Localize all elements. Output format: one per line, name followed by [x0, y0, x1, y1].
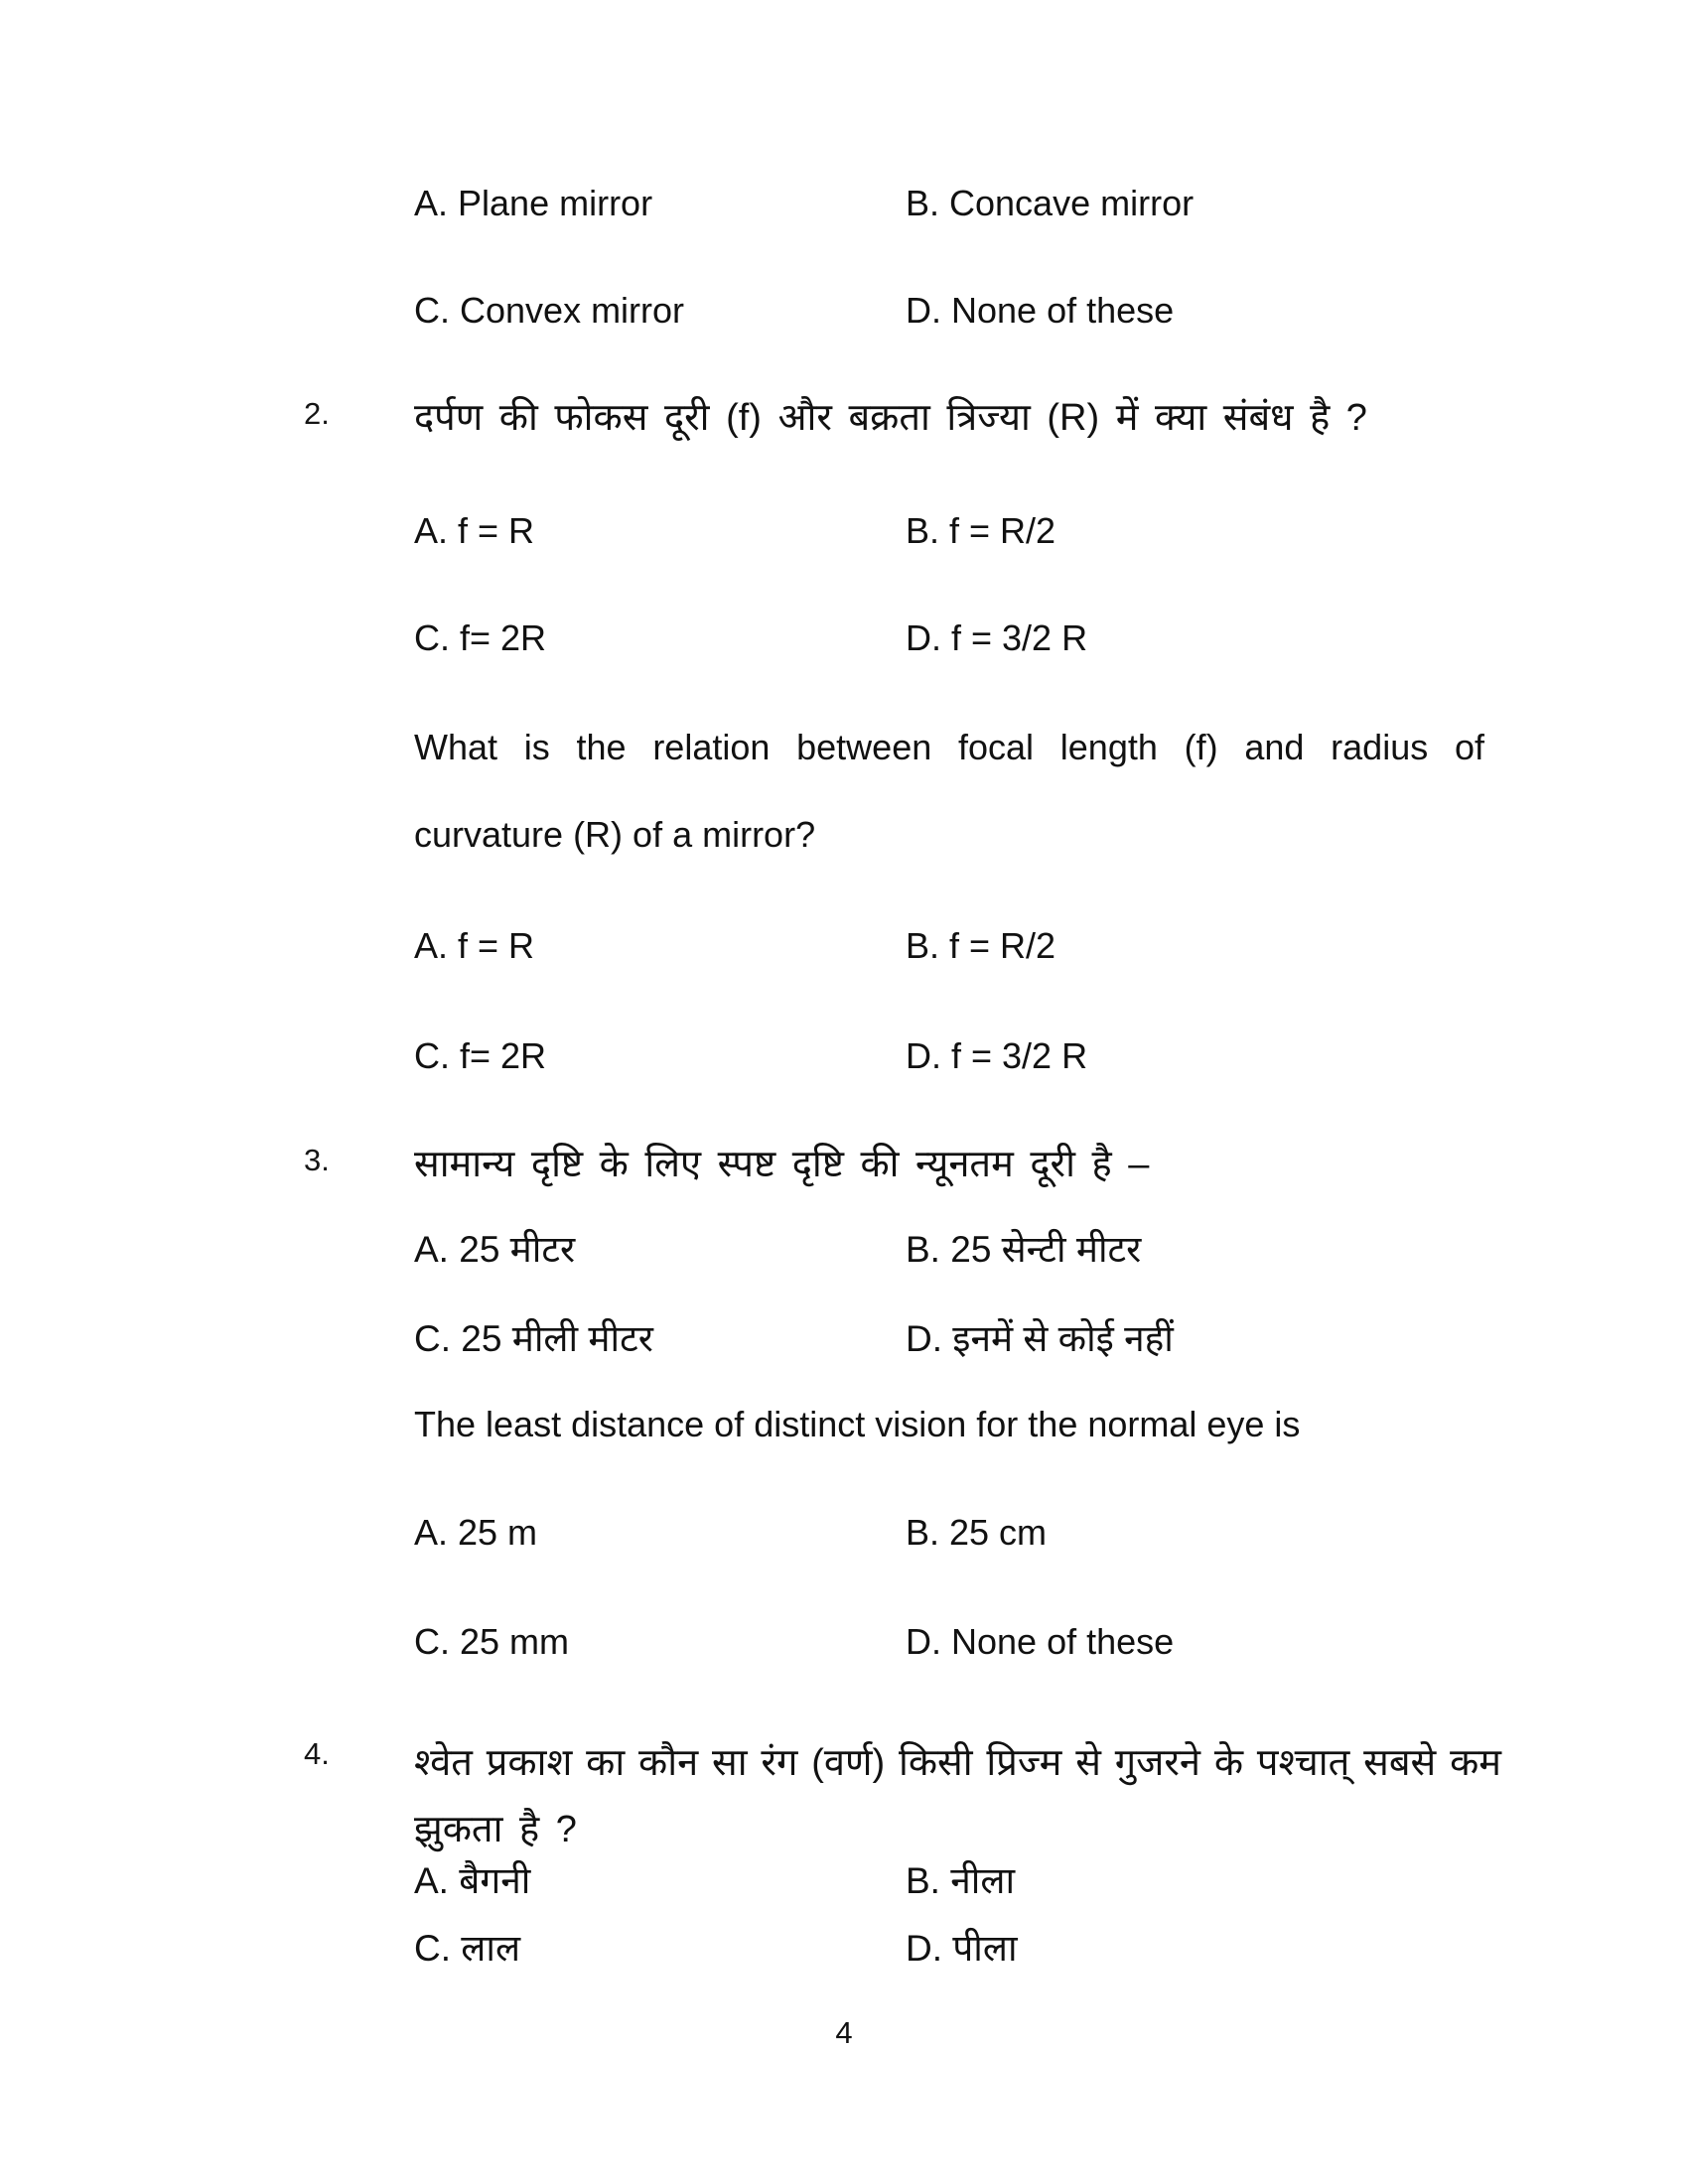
q3-number: 3. [304, 1143, 330, 1177]
q4-option-a: A. बैगनी [414, 1860, 531, 1901]
q4-option-d: D. पीला [906, 1928, 1018, 1969]
q2-en-option-b: B. f = R/2 [906, 925, 1056, 966]
q1-option-b: B. Concave mirror [906, 183, 1195, 223]
q2-option-c: C. f= 2R [414, 617, 547, 658]
q1-option-d: D. None of these [906, 290, 1175, 331]
q2-option-a: A. f = R [414, 510, 535, 551]
q3-en-option-b: B. 25 cm [906, 1512, 1048, 1553]
q2-en-option-c: C. f= 2R [414, 1035, 547, 1076]
q2-option-d: D. f = 3/2 R [906, 617, 1088, 658]
q4-question-text-hindi-line2: झुकता है ? [414, 1809, 577, 1850]
q2-en-option-d: D. f = 3/2 R [906, 1035, 1088, 1076]
q3-question-text-hindi: सामान्य दृष्टि के लिए स्पष्ट दृष्टि की न्यूनतम दूरी है – [414, 1144, 1150, 1185]
q3-en-option-c: C. 25 mm [414, 1621, 570, 1662]
q2-question-text-english-line2: curvature (R) of a mirror? [414, 814, 816, 855]
q4-question-text-hindi-line1: श्वेत प्रकाश का कौन सा रंग (वर्ण) किसी प्रिज्म से गुजरने के पश्चात् सबसे कम [414, 1742, 1501, 1784]
q1-option-c: C. Convex mirror [414, 290, 685, 331]
q2-question-text-english-line1: What is the relation between focal length (f) and radius of [414, 727, 1484, 767]
q3-question-text-english: The least distance of distinct vision for the normal eye is [414, 1404, 1301, 1444]
q2-en-option-a: A. f = R [414, 925, 535, 966]
q4-option-b: B. नीला [906, 1860, 1016, 1901]
q2-number: 2. [304, 396, 330, 431]
page-number: 4 [835, 2015, 853, 2050]
q3-option-d: D. इनमें से कोई नहीं [906, 1318, 1174, 1359]
q3-option-b: B. 25 सेन्टी मीटर [906, 1229, 1142, 1270]
q4-option-c: C. लाल [414, 1928, 521, 1969]
q2-question-text-hindi: दर्पण की फोकस दूरी (f) और बक्रता त्रिज्या (R) में क्या संबंध है ? [414, 397, 1367, 439]
q3-option-c: C. 25 मीली मीटर [414, 1318, 653, 1359]
q3-option-a: A. 25 मीटर [414, 1229, 576, 1270]
q3-en-option-d: D. None of these [906, 1621, 1175, 1662]
q2-option-b: B. f = R/2 [906, 510, 1056, 551]
q4-number: 4. [304, 1736, 330, 1771]
q3-en-option-a: A. 25 m [414, 1512, 538, 1553]
q1-option-a: A. Plane mirror [414, 183, 653, 223]
